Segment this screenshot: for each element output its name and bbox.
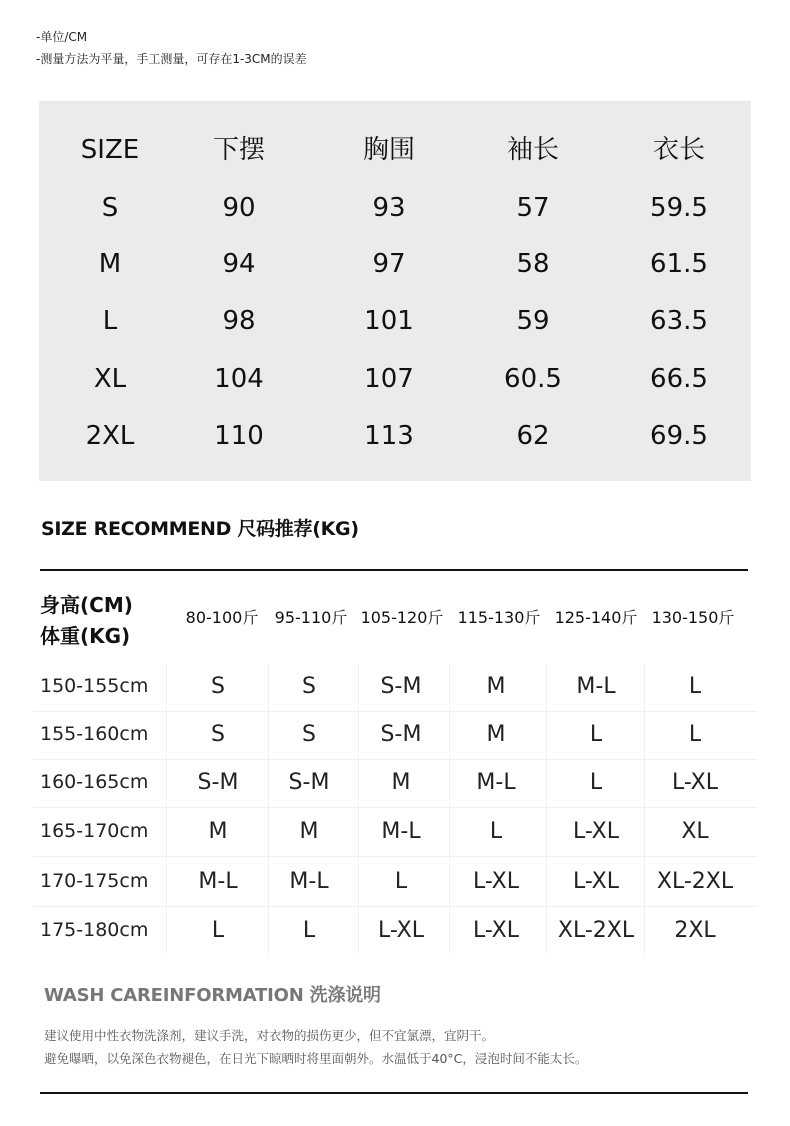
- table-row: [33, 662, 757, 712]
- height-label: 身高(CM): [40, 593, 133, 617]
- header-sleeve: 袖长: [506, 135, 559, 165]
- length-value: 63.5: [650, 306, 708, 336]
- table-row: [33, 807, 757, 857]
- length-value: 61.5: [650, 249, 708, 279]
- table-row: [33, 857, 757, 907]
- size-cell: M: [486, 674, 506, 699]
- size-cell: S: [211, 722, 225, 747]
- height-range: 160-165cm: [40, 771, 149, 793]
- size-cell: L-XL: [377, 918, 425, 943]
- size-cell: M: [299, 819, 319, 844]
- size-label: M: [98, 249, 122, 279]
- size-cell: L: [688, 722, 702, 747]
- length-value: 69.5: [650, 421, 708, 451]
- size-cell: S-M: [380, 722, 422, 747]
- wash-care-title: WASH CAREINFORMATION 洗涤说明: [44, 985, 381, 1006]
- weight-header: 125-140斤: [554, 608, 638, 627]
- weight-header: 95-110斤: [274, 608, 348, 627]
- chest-value: 97: [372, 249, 406, 279]
- sleeve-value: 57: [516, 193, 550, 223]
- section-divider: [40, 569, 748, 571]
- table-row: [39, 359, 751, 399]
- size-cell: S: [302, 722, 316, 747]
- size-recommend-title: SIZE RECOMMEND 尺码推荐(KG): [41, 518, 359, 540]
- size-label: XL: [93, 364, 127, 394]
- size-cell: M: [486, 722, 506, 747]
- wash-line-1: 建议使用中性衣物洗涤剂，建议手洗，对衣物的损伤更少，但不宜氯漂，宜阴干。: [44, 1028, 495, 1043]
- hem-value: 90: [222, 193, 256, 223]
- size-cell: L: [688, 674, 702, 699]
- size-cell: M: [208, 819, 228, 844]
- size-label: 2XL: [85, 421, 135, 451]
- sleeve-value: 59: [516, 306, 550, 336]
- table-row: [33, 758, 757, 808]
- weight-header: 105-120斤: [360, 608, 444, 627]
- size-cell: L-XL: [572, 869, 620, 894]
- size-cell: L: [211, 918, 225, 943]
- height-range: 165-170cm: [40, 820, 149, 842]
- chest-value: 93: [372, 193, 406, 223]
- size-cell: L: [394, 869, 408, 894]
- size-cell: L: [302, 918, 316, 943]
- chest-value: 101: [364, 306, 414, 336]
- sleeve-value: 62: [516, 421, 550, 451]
- measurement-notes: [36, 26, 307, 70]
- size-cell: L-XL: [472, 918, 520, 943]
- size-cell: M-L: [289, 869, 329, 894]
- height-range: 170-175cm: [40, 870, 149, 892]
- length-value: 59.5: [650, 193, 708, 223]
- header-hem: 下摆: [212, 135, 265, 165]
- size-cell: S-M: [380, 674, 422, 699]
- size-chart: [39, 101, 751, 481]
- bottom-divider: [40, 1092, 748, 1094]
- chest-value: 107: [364, 364, 414, 394]
- table-row: [39, 301, 751, 341]
- hem-value: 110: [214, 421, 264, 451]
- header-chest: 胸围: [362, 135, 415, 165]
- size-cell: M-L: [198, 869, 238, 894]
- size-cell: XL-2XL: [656, 869, 734, 894]
- sleeve-value: 58: [516, 249, 550, 279]
- weight-header: 130-150斤: [651, 608, 735, 627]
- size-cell: L: [589, 770, 603, 795]
- weight-label: 体重(KG): [40, 624, 131, 648]
- size-cell: S-M: [197, 770, 239, 795]
- table-row: [39, 416, 751, 456]
- size-cell: S: [211, 674, 225, 699]
- size-label: S: [101, 193, 119, 223]
- sleeve-value: 60.5: [504, 364, 562, 394]
- size-cell: S: [302, 674, 316, 699]
- length-value: 66.5: [650, 364, 708, 394]
- size-cell: L: [589, 722, 603, 747]
- size-cell: L: [489, 819, 503, 844]
- size-cell: M-L: [576, 674, 616, 699]
- size-chart-header: [39, 130, 751, 170]
- height-range: 175-180cm: [40, 919, 149, 941]
- header-length: 衣长: [652, 135, 705, 165]
- unit-note: -单位/CM: [36, 30, 88, 44]
- table-row: [39, 244, 751, 284]
- size-cell: M: [391, 770, 411, 795]
- table-row: [39, 188, 751, 228]
- weight-header: 115-130斤: [457, 608, 541, 627]
- method-note: -测量方法为平量，手工测量，可存在1-3CM的误差: [36, 52, 307, 66]
- size-label: L: [102, 306, 118, 336]
- size-cell: 2XL: [674, 918, 716, 943]
- table-row: [33, 710, 757, 760]
- height-range: 155-160cm: [40, 723, 149, 745]
- hem-value: 104: [214, 364, 264, 394]
- recommend-corner-header: [40, 590, 133, 652]
- weight-header: 80-100斤: [185, 608, 259, 627]
- size-cell: M-L: [476, 770, 516, 795]
- chest-value: 113: [364, 421, 414, 451]
- wash-line-2: 避免曝晒，以免深色衣物褪色，在日光下晾晒时将里面朝外。水温低于40°C，浸泡时间不能太长。: [44, 1051, 588, 1066]
- header-size: SIZE: [80, 135, 140, 165]
- size-cell: XL-2XL: [557, 918, 635, 943]
- size-cell: L-XL: [472, 869, 520, 894]
- hem-value: 94: [222, 249, 256, 279]
- height-range: 150-155cm: [40, 675, 149, 697]
- table-row: [33, 906, 757, 955]
- hem-value: 98: [222, 306, 256, 336]
- size-cell: M-L: [381, 819, 421, 844]
- size-cell: L-XL: [572, 819, 620, 844]
- size-cell: L-XL: [671, 770, 719, 795]
- wash-care-instructions: [44, 1024, 587, 1070]
- size-cell: XL: [681, 819, 709, 844]
- size-cell: S-M: [288, 770, 330, 795]
